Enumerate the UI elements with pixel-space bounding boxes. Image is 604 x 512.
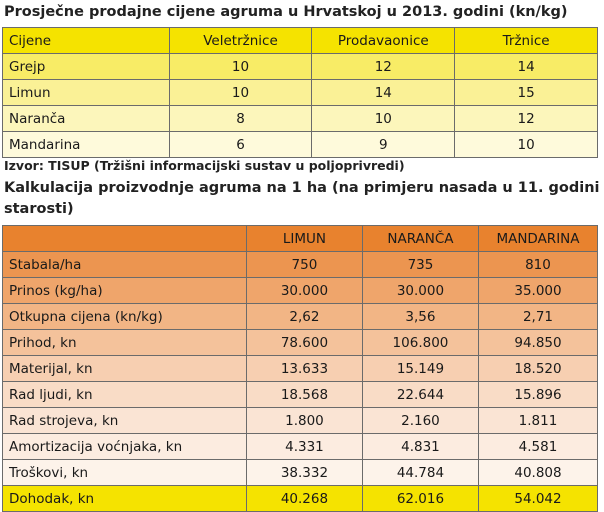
table-cell: 10	[169, 54, 312, 80]
header-cell	[3, 226, 247, 252]
row-label: Limun	[3, 80, 170, 106]
header-cell: Prodavaonice	[312, 28, 455, 54]
table-cell: 38.332	[246, 460, 362, 486]
row-label: Stabala/ha	[3, 252, 247, 278]
table-cell: 44.784	[362, 460, 478, 486]
table-cell: 14	[312, 80, 455, 106]
table-cell: 18.568	[246, 382, 362, 408]
table-cell: 1.811	[478, 408, 597, 434]
table-row	[3, 54, 598, 80]
table-cell: 106.800	[362, 330, 478, 356]
row-label: Dohodak, kn	[3, 486, 247, 512]
table-cell: 78.600	[246, 330, 362, 356]
row-label: Rad strojeva, kn	[3, 408, 247, 434]
table-row	[3, 132, 598, 158]
table-row	[3, 80, 598, 106]
table-cell: 40.268	[246, 486, 362, 512]
table-row	[3, 278, 598, 304]
table-cell: 10	[169, 80, 312, 106]
table-cell: 3,56	[362, 304, 478, 330]
table-cell: 4.831	[362, 434, 478, 460]
table-row	[3, 486, 598, 512]
table-cell: 10	[455, 132, 598, 158]
table-cell: 54.042	[478, 486, 597, 512]
table-cell: 750	[246, 252, 362, 278]
table-cell: 10	[312, 106, 455, 132]
header-cell: Tržnice	[455, 28, 598, 54]
row-label: Amortizacija voćnjaka, kn	[3, 434, 247, 460]
table2-title: Kalkulacija proizvodnje agruma na 1 ha (na primjeru nasada u 11. godini starosti)	[4, 180, 600, 217]
table-row	[3, 460, 598, 486]
table-cell: 62.016	[362, 486, 478, 512]
header-cell: Cijene	[3, 28, 170, 54]
table-cell: 9	[312, 132, 455, 158]
row-label: Materijal, kn	[3, 356, 247, 382]
production-calculation-table	[2, 225, 598, 512]
table-cell: 4.581	[478, 434, 597, 460]
row-label: Prinos (kg/ha)	[3, 278, 247, 304]
row-label: Grejp	[3, 54, 170, 80]
row-label: Mandarina	[3, 132, 170, 158]
table-cell: 35.000	[478, 278, 597, 304]
table-cell: 15.149	[362, 356, 478, 382]
table-row	[3, 356, 598, 382]
table-cell: 735	[362, 252, 478, 278]
table-cell: 4.331	[246, 434, 362, 460]
header-cell: NARANČA	[362, 226, 478, 252]
retail-prices-table	[2, 27, 598, 158]
table-cell: 2.160	[362, 408, 478, 434]
row-label: Rad ljudi, kn	[3, 382, 247, 408]
table-cell: 2,62	[246, 304, 362, 330]
table-header-row	[3, 226, 598, 252]
table-cell: 18.520	[478, 356, 597, 382]
table-cell: 14	[455, 54, 598, 80]
table-cell: 13.633	[246, 356, 362, 382]
table-row	[3, 408, 598, 434]
row-label: Prihod, kn	[3, 330, 247, 356]
header-cell: Veletržnice	[169, 28, 312, 54]
table-cell: 12	[455, 106, 598, 132]
table-cell: 94.850	[478, 330, 597, 356]
table1-title: Prosječne prodajne cijene agruma u Hrvatskoj u 2013. godini (kn/kg)	[4, 4, 568, 20]
table-row	[3, 106, 598, 132]
table-cell: 12	[312, 54, 455, 80]
table-cell: 40.808	[478, 460, 597, 486]
table-cell: 1.800	[246, 408, 362, 434]
table-cell: 8	[169, 106, 312, 132]
table-cell: 2,71	[478, 304, 597, 330]
row-label: Otkupna cijena (kn/kg)	[3, 304, 247, 330]
table-cell: 15	[455, 80, 598, 106]
table-cell: 30.000	[246, 278, 362, 304]
header-cell: LIMUN	[246, 226, 362, 252]
table-header-row	[3, 28, 598, 54]
table-cell: 30.000	[362, 278, 478, 304]
table-cell: 15.896	[478, 382, 597, 408]
table-row	[3, 304, 598, 330]
table-cell: 22.644	[362, 382, 478, 408]
table-row	[3, 252, 598, 278]
table-cell: 810	[478, 252, 597, 278]
row-label: Naranča	[3, 106, 170, 132]
row-label: Troškovi, kn	[3, 460, 247, 486]
header-cell: MANDARINA	[478, 226, 597, 252]
table-cell: 6	[169, 132, 312, 158]
table-row	[3, 434, 598, 460]
table-row	[3, 382, 598, 408]
source-note: Izvor: TISUP (Tržišni informacijski sustav u poljoprivredi)	[4, 158, 405, 173]
table-row	[3, 330, 598, 356]
